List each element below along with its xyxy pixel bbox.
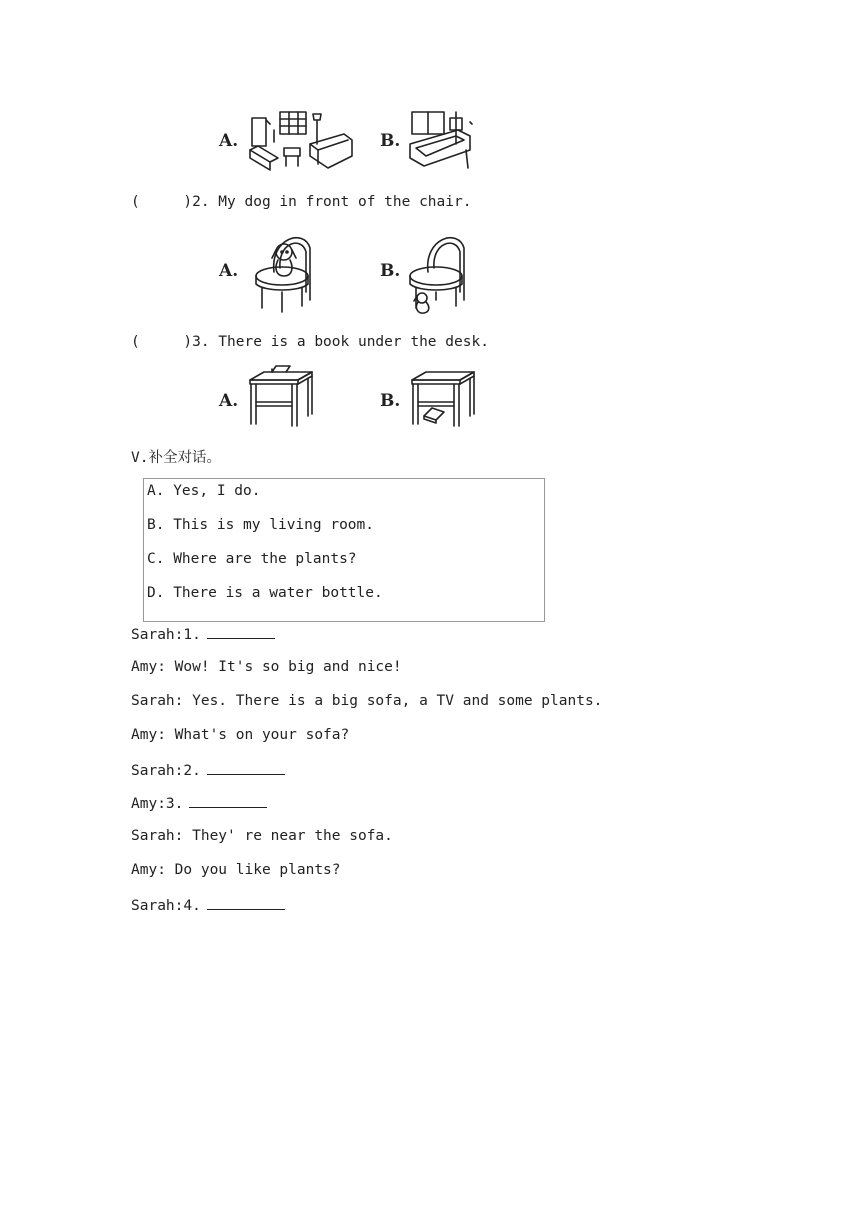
q3-option-b-label: B. — [380, 391, 401, 411]
dialogue-line-5: Sarah:2. — [131, 760, 285, 780]
dog-on-chair-image — [254, 228, 316, 312]
option-a: A. Yes, I do. — [147, 483, 261, 499]
option-c: C. Where are the plants? — [147, 551, 357, 567]
dialogue-line-4: Amy: What's on your sofa? — [131, 727, 350, 743]
answer-blank-2[interactable] — [207, 760, 285, 775]
q1-option-a-label: A. — [219, 131, 239, 151]
dog-in-front-of-chair-image — [408, 228, 470, 314]
q1-option-b-label: B. — [380, 131, 401, 151]
dialogue-line-8: Amy: Do you like plants? — [131, 862, 341, 878]
dialogue-line-1: Sarah:1. — [131, 624, 275, 644]
book-under-desk-image — [408, 366, 478, 430]
bathroom-image — [408, 110, 476, 172]
q2-question: 2. My dog in front of the chair. — [192, 194, 472, 210]
section-title: 补全对话。 — [148, 450, 221, 466]
answer-blank-1[interactable] — [207, 624, 275, 639]
q2-answer-paren[interactable]: ( ) — [131, 194, 193, 210]
section-heading — [131, 449, 221, 467]
q2-row — [131, 193, 471, 211]
dialogue-line-6: Amy:3. — [131, 793, 267, 813]
section-number: V. — [131, 450, 149, 466]
q3-row — [131, 333, 489, 351]
dialogue-line-9: Sarah:4. — [131, 895, 285, 915]
option-b: B. This is my living room. — [147, 517, 374, 533]
answer-blank-4[interactable] — [207, 895, 285, 910]
q2-option-b-label: B. — [380, 261, 401, 281]
q2-option-a-label: A. — [219, 261, 239, 281]
q3-option-a-label: A. — [219, 391, 239, 411]
answer-blank-3[interactable] — [189, 793, 267, 808]
dialogue-line-7: Sarah: They' re near the sofa. — [131, 828, 393, 844]
q3-answer-paren[interactable]: ( ) — [131, 334, 193, 350]
q3-question: 3. There is a book under the desk. — [192, 334, 489, 350]
book-on-desk-image — [246, 366, 316, 430]
dialogue-line-2: Amy: Wow! It's so big and nice! — [131, 659, 402, 675]
option-d: D. There is a water bottle. — [147, 585, 383, 601]
dialogue-line-3: Sarah: Yes. There is a big sofa, a TV and some plants. — [131, 693, 603, 709]
living-room-image — [248, 110, 358, 172]
